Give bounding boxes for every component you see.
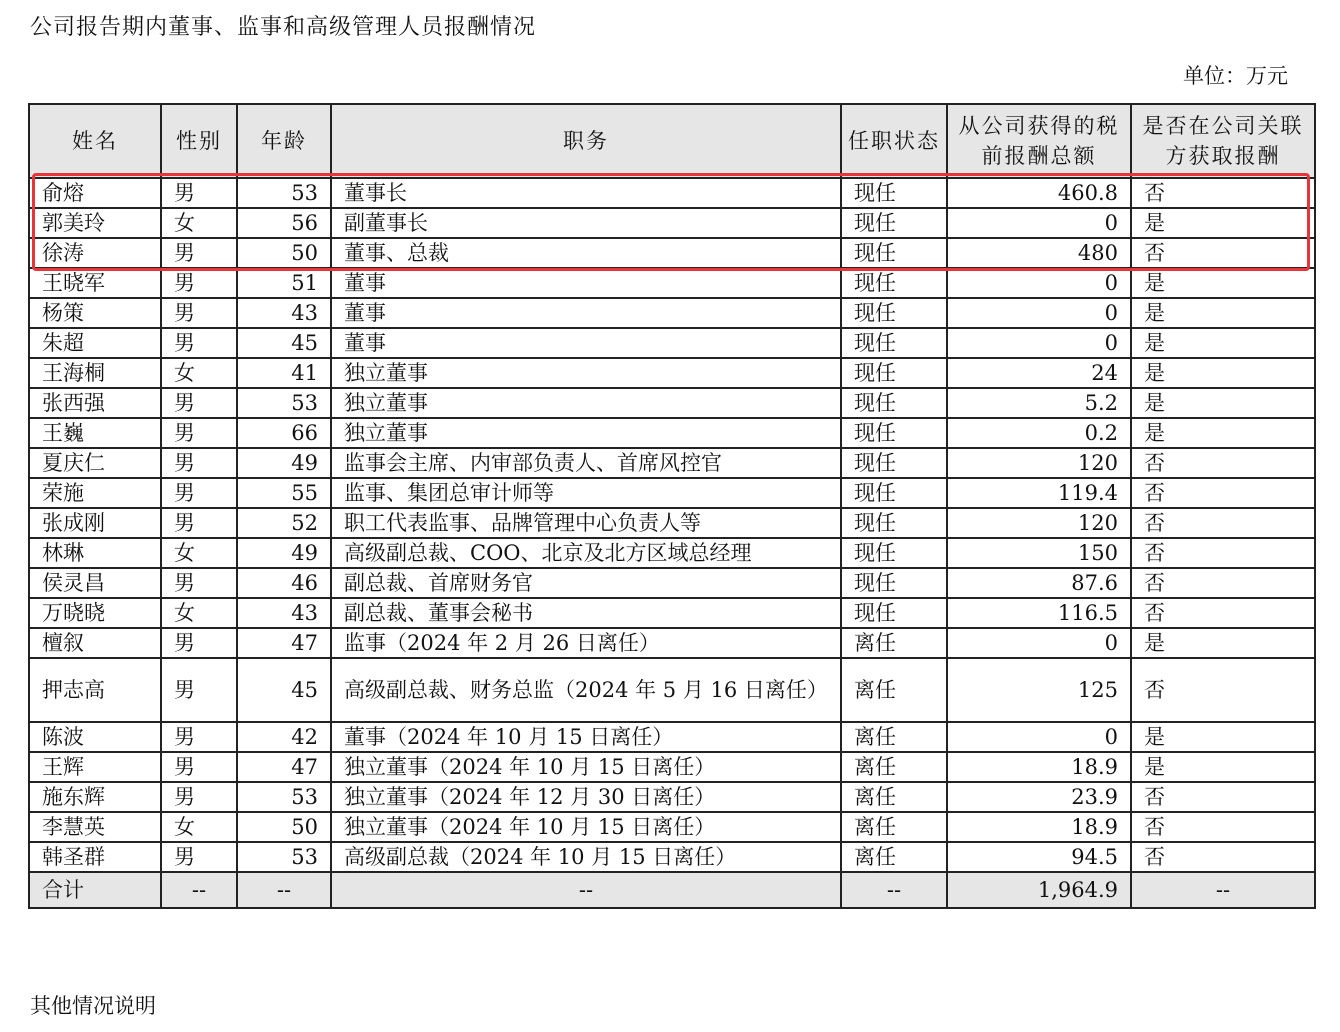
header-name: 姓名 [29,104,161,178]
total-row [29,872,1315,908]
total-position: -- [331,872,841,908]
cell-status: 离任 [841,752,947,782]
cell-status: 现任 [841,298,947,328]
unit-label: 单位：万元 [1183,64,1288,88]
cell-pay: 150 [947,538,1131,568]
table-row [29,238,1315,268]
cell-pay: 120 [947,508,1131,538]
cell-pay: 119.4 [947,478,1131,508]
cell-name: 万晓晓 [29,598,161,628]
cell-name: 朱超 [29,328,161,358]
cell-gender: 女 [161,598,237,628]
cell-related: 是 [1131,358,1315,388]
cell-gender: 女 [161,812,237,842]
cell-position: 监事（2024 年 2 月 26 日离任） [331,628,841,658]
cell-name: 韩圣群 [29,842,161,872]
cell-status: 离任 [841,628,947,658]
cell-gender: 女 [161,208,237,238]
cell-related: 否 [1131,812,1315,842]
cell-name: 林琳 [29,538,161,568]
cell-status: 现任 [841,328,947,358]
cell-gender: 男 [161,722,237,752]
table-row [29,508,1315,538]
cell-position: 监事、集团总审计师等 [331,478,841,508]
header-age: 年龄 [237,104,331,178]
cell-age: 53 [237,842,331,872]
cell-position: 董事（2024 年 10 月 15 日离任） [331,722,841,752]
table-row [29,812,1315,842]
cell-related: 是 [1131,388,1315,418]
cell-position: 独立董事 [331,358,841,388]
cell-age: 51 [237,268,331,298]
cell-name: 王辉 [29,752,161,782]
cell-related: 是 [1131,722,1315,752]
cell-related: 是 [1131,418,1315,448]
cell-gender: 男 [161,328,237,358]
cell-status: 现任 [841,448,947,478]
cell-position: 独立董事 [331,388,841,418]
cell-position: 副董事长 [331,208,841,238]
cell-name: 押志高 [29,658,161,722]
cell-status: 离任 [841,782,947,812]
cell-name: 张西强 [29,388,161,418]
cell-position: 副总裁、首席财务官 [331,568,841,598]
cell-related: 否 [1131,508,1315,538]
cell-gender: 女 [161,538,237,568]
cell-age: 50 [237,812,331,842]
cell-gender: 男 [161,508,237,538]
header-gender: 性别 [161,104,237,178]
cell-name: 张成刚 [29,508,161,538]
cell-related: 是 [1131,208,1315,238]
cell-pay: 0 [947,208,1131,238]
table-row [29,628,1315,658]
total-status: -- [841,872,947,908]
total-pay: 1,964.9 [947,872,1131,908]
table-row [29,538,1315,568]
cell-name: 郭美玲 [29,208,161,238]
cell-pay: 116.5 [947,598,1131,628]
cell-related: 否 [1131,568,1315,598]
cell-position: 独立董事（2024 年 12 月 30 日离任） [331,782,841,812]
cell-name: 俞熔 [29,178,161,208]
table-row [29,448,1315,478]
cell-age: 49 [237,448,331,478]
cell-name: 荣施 [29,478,161,508]
cell-gender: 男 [161,298,237,328]
cell-pay: 460.8 [947,178,1131,208]
cell-name: 李慧英 [29,812,161,842]
cell-position: 独立董事（2024 年 10 月 15 日离任） [331,752,841,782]
table-row [29,782,1315,812]
cell-position: 董事长 [331,178,841,208]
cell-age: 45 [237,328,331,358]
cell-age: 47 [237,752,331,782]
cell-name: 王晓军 [29,268,161,298]
cell-age: 41 [237,358,331,388]
cell-status: 现任 [841,538,947,568]
cell-status: 现任 [841,268,947,298]
cell-pay: 0 [947,268,1131,298]
cell-position: 高级副总裁（2024 年 10 月 15 日离任） [331,842,841,872]
cell-related: 否 [1131,448,1315,478]
cell-age: 53 [237,782,331,812]
cell-position: 副总裁、董事会秘书 [331,598,841,628]
table-row [29,178,1315,208]
cell-status: 离任 [841,658,947,722]
table-row [29,358,1315,388]
cell-status: 现任 [841,508,947,538]
total-related: -- [1131,872,1315,908]
cell-related: 否 [1131,478,1315,508]
cell-pay: 125 [947,658,1131,722]
cell-age: 52 [237,508,331,538]
header-related: 是否在公司关联方获取报酬 [1131,104,1315,178]
cell-age: 53 [237,388,331,418]
header-position: 职务 [331,104,841,178]
cell-position: 董事 [331,298,841,328]
cell-gender: 男 [161,238,237,268]
cell-gender: 男 [161,568,237,598]
cell-position: 高级副总裁、财务总监（2024 年 5 月 16 日离任） [331,658,841,722]
table-row [29,658,1315,722]
cell-name: 徐涛 [29,238,161,268]
cell-pay: 94.5 [947,842,1131,872]
table-row [29,298,1315,328]
table-row [29,568,1315,598]
cell-gender: 男 [161,478,237,508]
cell-related: 否 [1131,538,1315,568]
cell-pay: 0 [947,298,1131,328]
cell-position: 监事会主席、内审部负责人、首席风控官 [331,448,841,478]
cell-name: 夏庆仁 [29,448,161,478]
cell-position: 职工代表监事、品牌管理中心负责人等 [331,508,841,538]
cell-age: 56 [237,208,331,238]
cell-name: 施东辉 [29,782,161,812]
cell-status: 现任 [841,178,947,208]
cell-position: 高级副总裁、COO、北京及北方区域总经理 [331,538,841,568]
cell-status: 现任 [841,418,947,448]
cell-related: 是 [1131,268,1315,298]
cell-position: 董事 [331,328,841,358]
cell-status: 离任 [841,842,947,872]
cell-status: 现任 [841,208,947,238]
table-row [29,752,1315,782]
cell-name: 王海桐 [29,358,161,388]
table-row [29,268,1315,298]
cell-position: 董事 [331,268,841,298]
cell-age: 49 [237,538,331,568]
cell-name: 侯灵昌 [29,568,161,598]
table-row [29,478,1315,508]
cell-pay: 0 [947,328,1131,358]
table-row [29,722,1315,752]
cell-age: 43 [237,598,331,628]
cell-position: 独立董事 [331,418,841,448]
cell-name: 王巍 [29,418,161,448]
cell-gender: 男 [161,782,237,812]
cell-related: 是 [1131,628,1315,658]
cell-gender: 男 [161,388,237,418]
table-header-row [29,104,1315,178]
cell-pay: 18.9 [947,812,1131,842]
table-row [29,418,1315,448]
cell-age: 47 [237,628,331,658]
cell-gender: 男 [161,658,237,722]
cell-related: 否 [1131,598,1315,628]
cell-gender: 女 [161,358,237,388]
header-pay: 从公司获得的税前报酬总额 [947,104,1131,178]
cell-status: 现任 [841,598,947,628]
total-age: -- [237,872,331,908]
cell-pay: 120 [947,448,1131,478]
cell-gender: 男 [161,448,237,478]
cell-status: 现任 [841,388,947,418]
table-row [29,842,1315,872]
cell-status: 离任 [841,812,947,842]
cell-pay: 87.6 [947,568,1131,598]
cell-pay: 480 [947,238,1131,268]
cell-related: 否 [1131,178,1315,208]
cell-status: 现任 [841,238,947,268]
report-title: 公司报告期内董事、监事和高级管理人员报酬情况 [30,15,537,40]
compensation-table [28,103,1316,909]
cell-gender: 男 [161,752,237,782]
cell-gender: 男 [161,418,237,448]
cell-age: 53 [237,178,331,208]
cell-name: 檀叙 [29,628,161,658]
cell-pay: 24 [947,358,1131,388]
cell-related: 是 [1131,328,1315,358]
cell-age: 66 [237,418,331,448]
cell-position: 独立董事（2024 年 10 月 15 日离任） [331,812,841,842]
cell-related: 是 [1131,298,1315,328]
cell-name: 陈波 [29,722,161,752]
cell-pay: 5.2 [947,388,1131,418]
cell-related: 否 [1131,782,1315,812]
cell-pay: 0 [947,628,1131,658]
cell-status: 现任 [841,358,947,388]
table-row [29,208,1315,238]
cell-age: 55 [237,478,331,508]
cell-pay: 0 [947,722,1131,752]
total-label: 合计 [29,872,161,908]
other-notes-heading: 其他情况说明 [30,994,156,1018]
cell-pay: 18.9 [947,752,1131,782]
cell-age: 42 [237,722,331,752]
total-gender: -- [161,872,237,908]
cell-age: 50 [237,238,331,268]
cell-pay: 0.2 [947,418,1131,448]
cell-gender: 男 [161,628,237,658]
cell-age: 43 [237,298,331,328]
table-row [29,328,1315,358]
header-status: 任职状态 [841,104,947,178]
cell-position: 董事、总裁 [331,238,841,268]
cell-related: 否 [1131,238,1315,268]
cell-age: 45 [237,658,331,722]
cell-related: 否 [1131,658,1315,722]
cell-status: 现任 [841,568,947,598]
cell-related: 是 [1131,752,1315,782]
cell-related: 否 [1131,842,1315,872]
cell-status: 离任 [841,722,947,752]
cell-age: 46 [237,568,331,598]
cell-name: 杨策 [29,298,161,328]
cell-gender: 男 [161,842,237,872]
cell-gender: 男 [161,268,237,298]
cell-pay: 23.9 [947,782,1131,812]
cell-gender: 男 [161,178,237,208]
cell-status: 现任 [841,478,947,508]
table-row [29,388,1315,418]
table-row [29,598,1315,628]
